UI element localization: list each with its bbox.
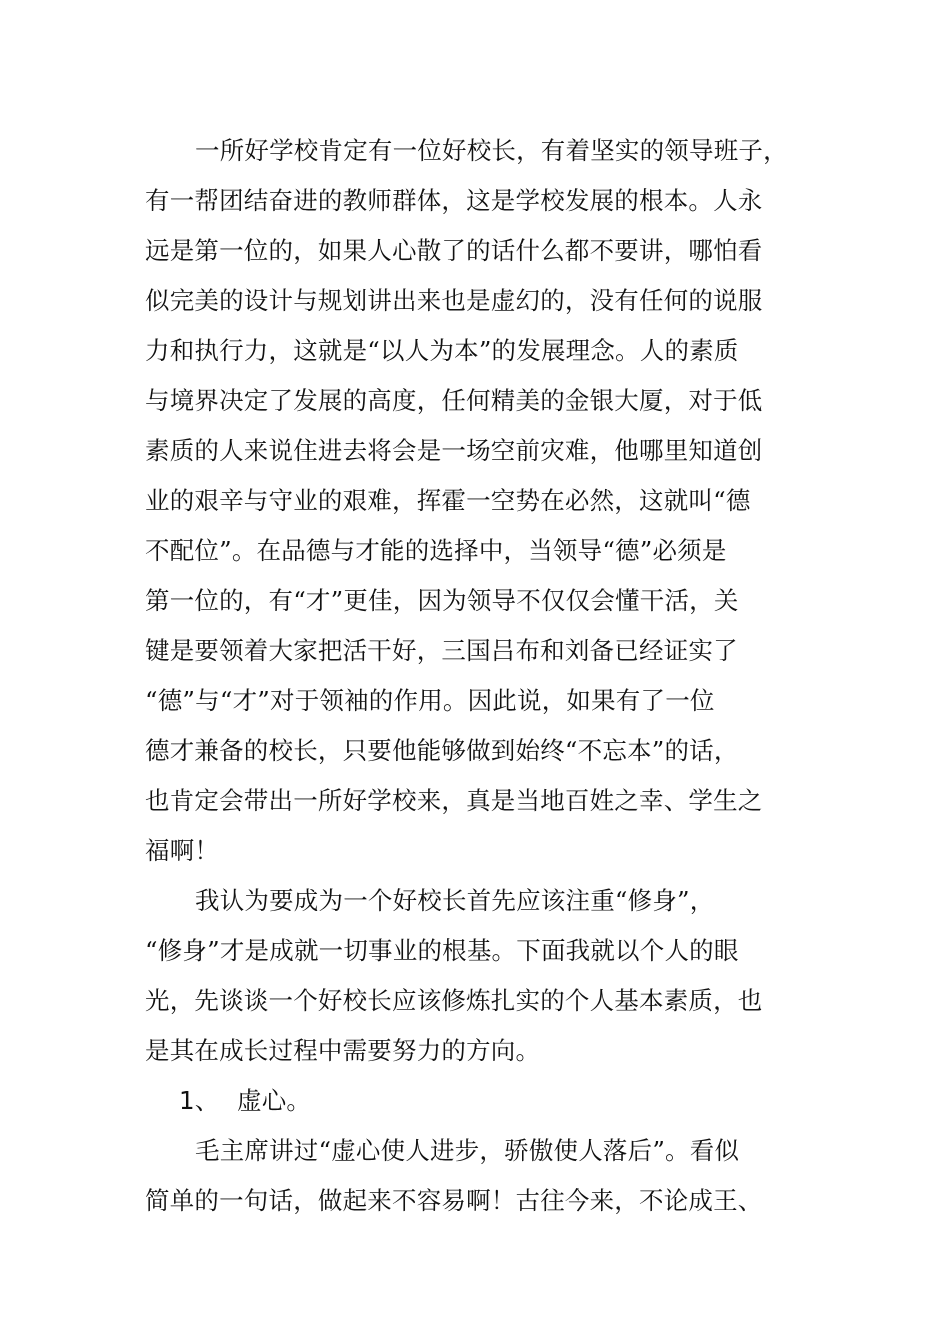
paragraph-2 <box>145 876 810 1076</box>
list-item-1 <box>145 1076 810 1126</box>
paragraph-3 <box>145 1126 810 1226</box>
text-line: 一所好学校肯定有一位好校长，有着坚实的领导班子， <box>195 136 788 165</box>
text-line: 第一位的，有“才”更佳，因为领导不仅仅会懂干活，关 <box>145 586 739 615</box>
text-line: 毛主席讲过“虚心使人进步，骄傲使人落后”。看似 <box>195 1136 740 1165</box>
document-page <box>145 126 810 1226</box>
text-line: 德才兼备的校长，只要他能够做到始终“不忘本”的话， <box>145 736 739 765</box>
text-line: 是其在成长过程中需要努力的方向。 <box>145 1036 541 1065</box>
text-line: 有一帮团结奋进的教师群体，这是学校发展的根本。人永 <box>145 186 763 215</box>
text-line: 光，先谈谈一个好校长应该修炼扎实的个人基本素质，也 <box>145 986 763 1015</box>
text-line: 福啊！ <box>145 836 220 865</box>
text-line: 也肯定会带出一所好学校来，真是当地百姓之幸、学生之 <box>145 786 763 815</box>
text-line: 键是要领着大家把活干好，三国吕布和刘备已经证实了 <box>145 636 738 665</box>
text-line: 不配位”。在品德与才能的选择中，当领导“德”必须是 <box>145 536 727 565</box>
text-line: 业的艰辛与守业的艰难，挥霍一空势在必然，这就叫“德 <box>145 486 751 515</box>
text-line: “德”与“才”对于领袖的作用。因此说，如果有了一位 <box>145 686 715 715</box>
paragraph-1 <box>145 126 810 876</box>
text-line: 我认为要成为一个好校长首先应该注重“修身”， <box>195 886 715 915</box>
text-line: 力和执行力，这就是“以人为本”的发展理念。人的素质 <box>145 336 739 365</box>
text-line: 素质的人来说住进去将会是一场空前灾难，他哪里知道创 <box>145 436 763 465</box>
text-line: 似完美的设计与规划讲出来也是虚幻的，没有任何的说服 <box>145 286 763 315</box>
text-line: 简单的一句话，做起来不容易啊！古往今来，不论成王、 <box>145 1186 763 1215</box>
list-number: 1、 <box>179 1086 220 1115</box>
text-line: “修身”才是成就一切事业的根基。下面我就以个人的眼 <box>145 936 739 965</box>
text-line: 与境界决定了发展的高度，任何精美的金银大厦，对于低 <box>145 386 763 415</box>
text-line: 远是第一位的，如果人心散了的话什么都不要讲，哪怕看 <box>145 236 763 265</box>
list-text: 虚心。 <box>237 1086 312 1115</box>
